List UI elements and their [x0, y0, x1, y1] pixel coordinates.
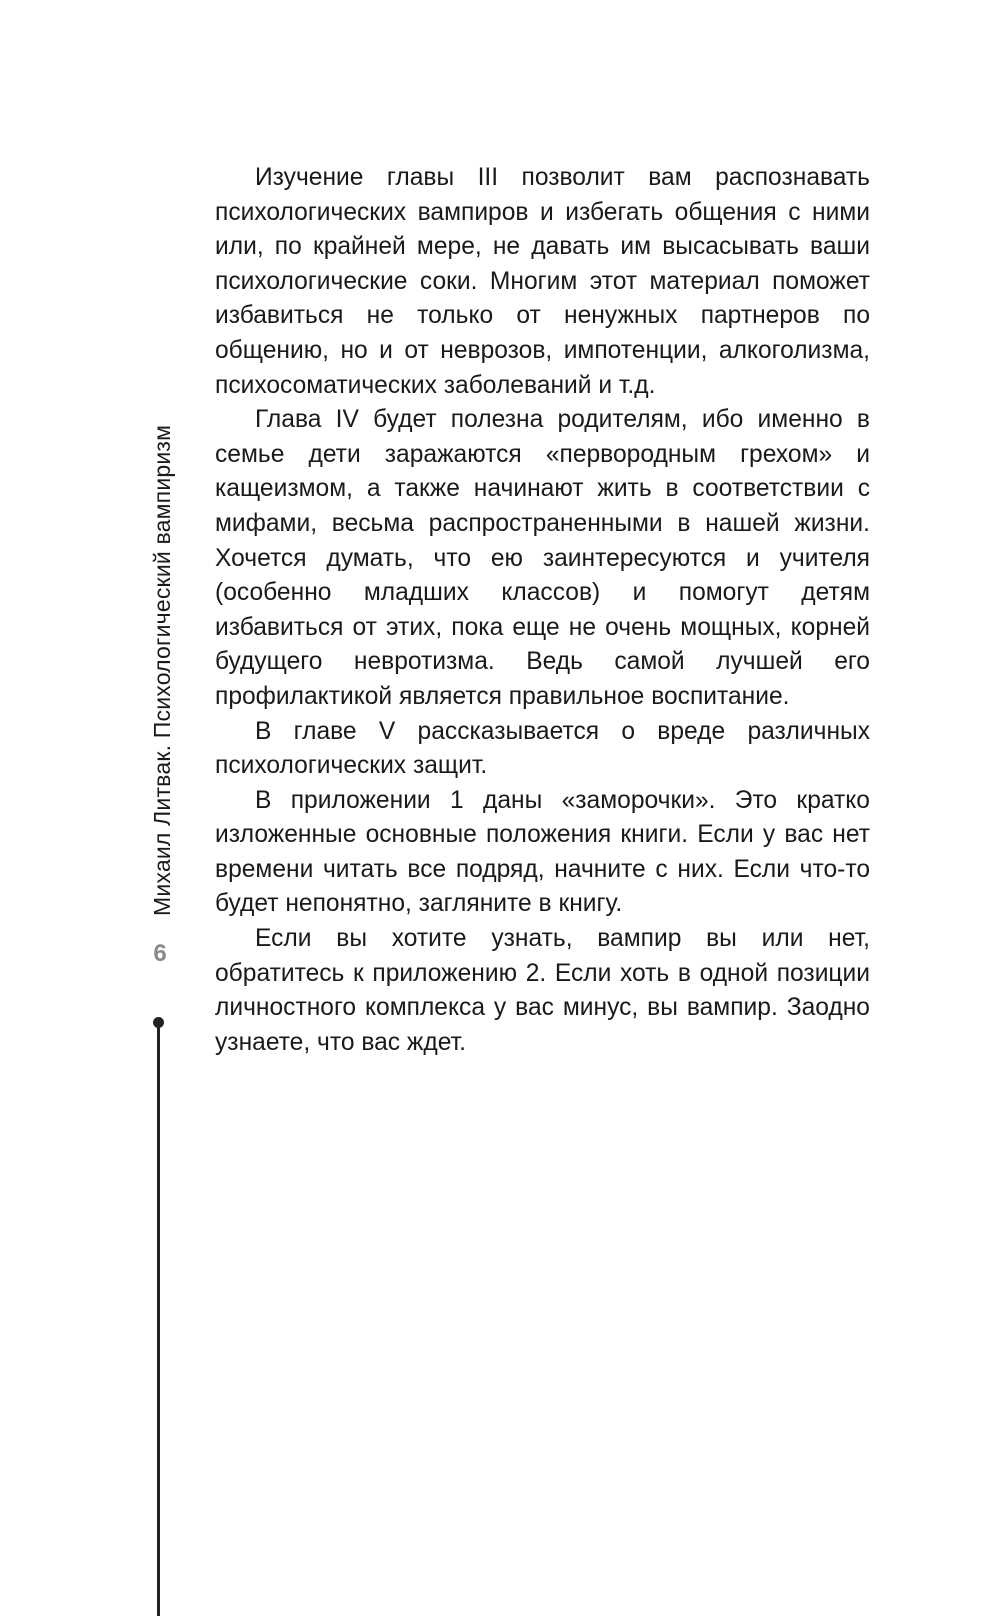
paragraph: В приложении 1 даны «заморочки». Это кратко изложенные основные положения книги. Если у вас нет времени читать все подряд, начните с них. Если что-то будет непонятно, загляните в книгу.	[215, 786, 870, 918]
running-header: Михаил Литвак. Психологический вампиризм	[149, 424, 175, 916]
paragraph: Изучение главы III позволит вам распознавать психологических вампиров и избегать общения с ними или, по крайней мере, не давать им высасывать ваши психологические соки. Многим этот материал поможет избавиться не только от ненужных партнеров по общению, но и от неврозов, импотенции, алкоголизма, психосоматических заболеваний и т.д.	[215, 164, 870, 399]
paragraph: Глава IV будет полезна родителям, ибо именно в семье дети заражаются «первородным грехом» и кащеизмом, а также начинают жить в соответствии с мифами, весьма распространенными в нашей жизни. Хочется думать, что ею заинтересуются и учителя (особенно младших классов) и помогут детям избавиться от этих, пока еще не очень мощных, корней будущего невротизма. Ведь самой лучшей его профилактикой является правильное воспитание.	[215, 406, 870, 710]
page-number: 6	[153, 940, 167, 967]
paragraph: Если вы хотите узнать, вампир вы или нет, обратитесь к приложению 2. Если хоть в одной позиции личностного комплекса у вас минус, вы вампир. Заодно узнаете, что вас ждет.	[215, 925, 870, 1056]
body-text	[215, 161, 870, 1060]
margin-rule	[157, 1023, 160, 1616]
paragraph: В главе V рассказывается о вреде различных психологических защит.	[215, 717, 870, 780]
